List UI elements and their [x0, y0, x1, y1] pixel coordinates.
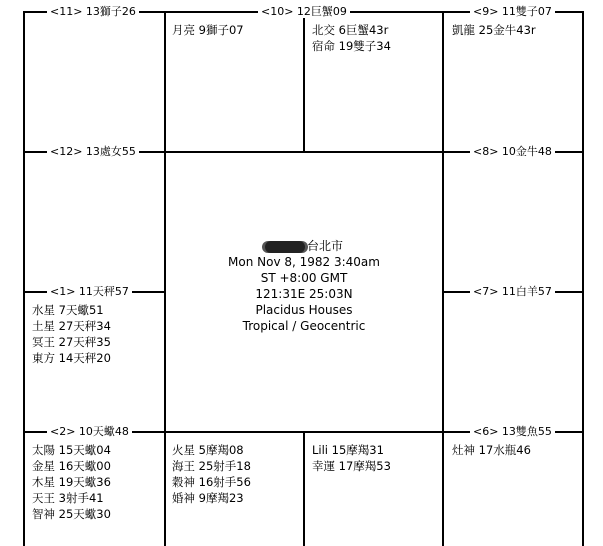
chart-zodiac: Tropical / Geocentric	[242, 319, 366, 333]
planet-entry: 北交 6巨蟹43r	[312, 23, 389, 37]
planet-entry: 土星 27天秤34	[32, 319, 111, 333]
house-2-planets	[32, 442, 111, 522]
cusp-label-house-10: <10> 12巨蟹09	[258, 5, 350, 18]
cusp-label-house-11: <11> 13獅子26	[47, 5, 139, 18]
house-9-planets	[452, 22, 536, 38]
house-3-left-planets	[172, 442, 251, 506]
chart-place	[166, 238, 442, 254]
planet-entry: 太陽 15天蠍04	[32, 443, 111, 457]
planet-entry: 月亮 9獅子07	[172, 23, 244, 37]
planet-entry: 凱龍 25金牛43r	[452, 23, 536, 37]
cusp-label-house-2: <2> 10天蠍48	[47, 425, 132, 438]
grid-line-center-top	[303, 11, 305, 152]
chart-info-center	[166, 238, 442, 334]
planet-entry: 天王 3射手41	[32, 491, 104, 505]
house-1-planets	[32, 302, 111, 366]
chart-timezone: ST +8:00 GMT	[260, 271, 348, 285]
chart-house-system: Placidus Houses	[255, 303, 353, 317]
chart-date: Mon Nov 8, 1982 3:40am	[228, 255, 380, 269]
planet-entry: 金星 16天蠍00	[32, 459, 111, 473]
redacted-name	[265, 241, 305, 253]
grid-line-inner-right	[442, 11, 444, 546]
cusp-label-house-7: <7> 11白羊57	[470, 285, 555, 298]
cusp-label-house-8: <8> 10金牛48	[470, 145, 555, 158]
planet-entry: 幸運 17摩羯53	[312, 459, 391, 473]
planet-entry: Lili 15摩羯31	[312, 443, 384, 457]
cusp-label-house-6: <6> 13雙魚55	[470, 425, 555, 438]
cusp-label-house-1: <1> 11天秤57	[47, 285, 132, 298]
cusp-label-house-9: <9> 11雙子07	[470, 5, 555, 18]
planet-entry: 宿命 19雙子34	[312, 39, 391, 53]
house-10-right-planets	[312, 22, 391, 54]
planet-entry: 海王 25射手18	[172, 459, 251, 473]
grid-line-left	[23, 11, 25, 546]
house-6-planets	[452, 442, 531, 458]
planet-entry: 水星 7天蠍51	[32, 303, 104, 317]
grid-line-center-bottom	[303, 432, 305, 546]
planet-entry: 東方 14天秤20	[32, 351, 111, 365]
house-3-right-planets	[312, 442, 391, 474]
planet-entry: 火星 5摩羯08	[172, 443, 244, 457]
planet-entry: 穀神 16射手56	[172, 475, 251, 489]
house-10-left-planets	[172, 22, 244, 38]
planet-entry: 冥王 27天秤35	[32, 335, 111, 349]
planet-entry: 木星 19天蠍36	[32, 475, 111, 489]
grid-line-right	[582, 11, 584, 546]
planet-entry: 灶神 17水瓶46	[452, 443, 531, 457]
chart-coordinates: 121:31E 25:03N	[255, 287, 353, 301]
planet-entry: 智神 25天蠍30	[32, 507, 111, 521]
place-name: 台北市	[306, 239, 343, 253]
planet-entry: 婚神 9摩羯23	[172, 491, 244, 505]
cusp-label-house-12: <12> 13處女55	[47, 145, 139, 158]
